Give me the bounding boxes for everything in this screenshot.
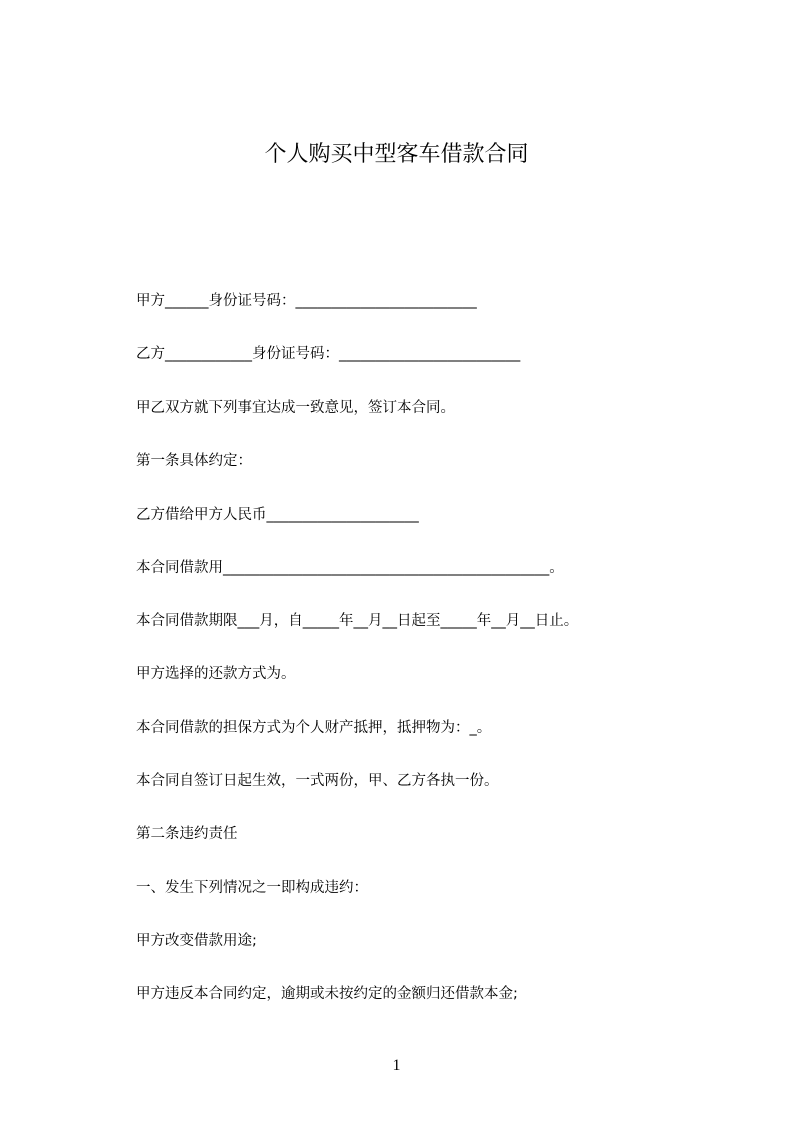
article-2-heading: 第二条违约责任	[136, 826, 238, 842]
document-title: 个人购买中型客车借款合同	[264, 142, 529, 167]
loan-term-line: 本合同借款期限___月，自_____年__月__日起至_____年__月__日止。	[136, 613, 579, 629]
breach-item-1: 甲方改变借款用途;	[136, 933, 257, 949]
party-a-line: 甲方______身份证号码：_________________________	[136, 293, 477, 309]
guarantee-line: 本合同借款的担保方式为个人财产抵押，抵押物为：_。	[136, 720, 492, 736]
party-b-line: 乙方____________身份证号码：_________________________	[136, 346, 521, 362]
agreement-intro: 甲乙双方就下列事宜达成一致意见，签订本合同。	[136, 400, 455, 416]
breach-item-2: 甲方违反本合同约定，逾期或未按约定的金额归还借款本金;	[136, 986, 518, 1002]
breach-intro: 一、发生下列情况之一即构成违约：	[136, 880, 368, 896]
page-number: 1	[392, 1057, 401, 1074]
loan-purpose-line: 本合同借款用_____________________________________________。	[136, 560, 564, 576]
effective-clause: 本合同自签订日起生效，一式两份，甲、乙方各执一份。	[136, 773, 499, 789]
repayment-method-line: 甲方选择的还款方式为。	[136, 666, 296, 682]
article-1-heading: 第一条具体约定：	[136, 453, 252, 469]
loan-amount-line: 乙方借给甲方人民币_____________________	[136, 507, 419, 523]
